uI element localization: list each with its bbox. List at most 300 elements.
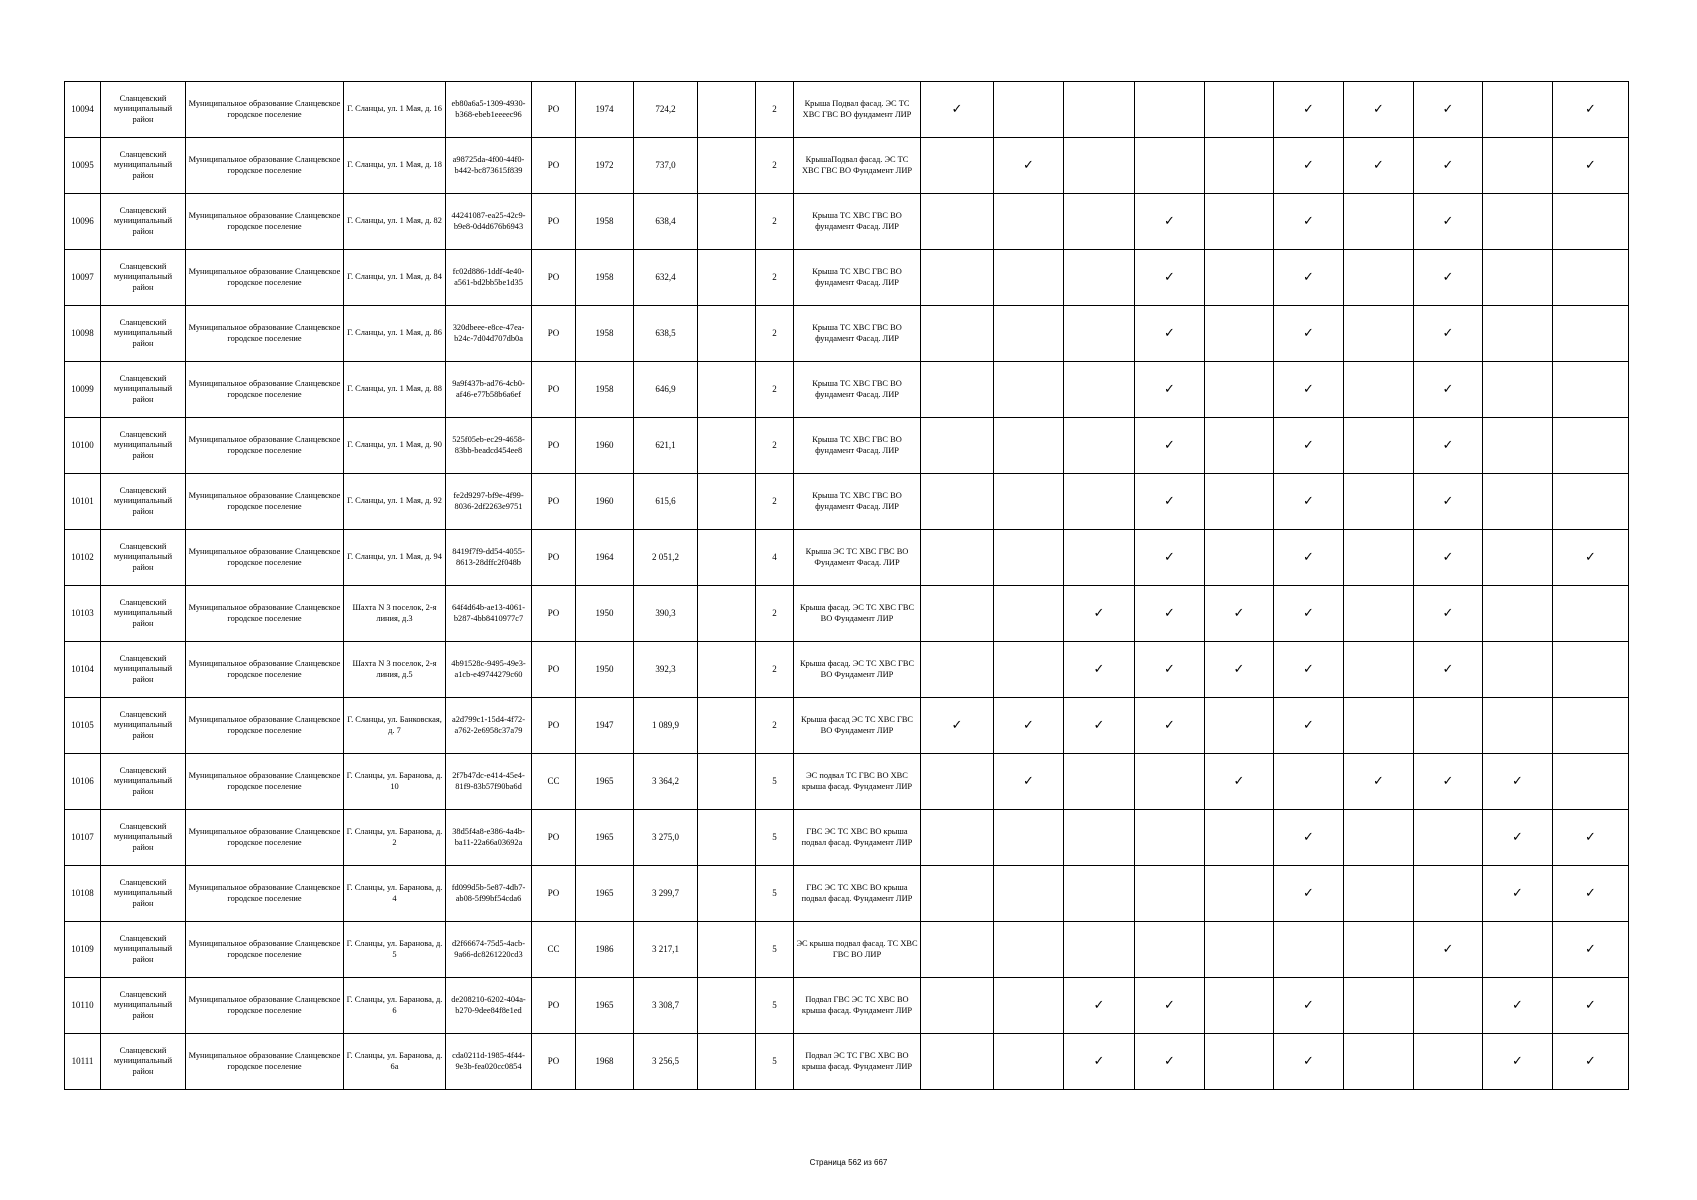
check-mark-icon: ✓: [1414, 586, 1483, 642]
district-cell: Сланцевский муниципальный район: [101, 306, 186, 362]
guid-cell: 38d5f4a8-e386-4a4b-ba11-22a66a03692a: [446, 810, 532, 866]
check-mark-icon: ✓: [1414, 362, 1483, 418]
works-cell: Подвал ЭС ТС ГВС ХВС ВО крыша фасад. Фундамент ЛИР: [794, 1034, 921, 1090]
check-mark-icon: ✓: [1274, 530, 1344, 586]
guid-cell: 525f05eb-ec29-4658-83bb-beadcd454ee8: [446, 418, 532, 474]
municipality-cell: Муниципальное образование Сланцевское городское поселение: [186, 978, 344, 1034]
area-cell: 3 256,5: [634, 1034, 698, 1090]
empty-check-cell: [994, 250, 1064, 306]
id-cell: 10105: [65, 698, 101, 754]
empty-check-cell: [1483, 642, 1553, 698]
empty-check-cell: [1553, 250, 1629, 306]
check-mark-icon: ✓: [1553, 82, 1629, 138]
district-cell: Сланцевский муниципальный район: [101, 194, 186, 250]
check-mark-icon: ✓: [1553, 530, 1629, 586]
check-mark-icon: ✓: [1274, 250, 1344, 306]
empty-check-cell: [1553, 194, 1629, 250]
district-cell: Сланцевский муниципальный район: [101, 978, 186, 1034]
check-mark-icon: ✓: [1414, 82, 1483, 138]
year-cell: 1965: [576, 810, 634, 866]
area-cell: 646,9: [634, 362, 698, 418]
floors-cell: 5: [756, 922, 794, 978]
check-mark-icon: ✓: [1483, 978, 1553, 1034]
check-mark-icon: ✓: [921, 82, 994, 138]
type-cell: РО: [532, 810, 576, 866]
check-mark-icon: ✓: [1135, 530, 1205, 586]
id-cell: 10111: [65, 1034, 101, 1090]
works-cell: Подвал ГВС ЭС ТС ХВС ВО крыша фасад. Фундамент ЛИР: [794, 978, 921, 1034]
empty-check-cell: [1135, 922, 1205, 978]
guid-cell: fc02d886-1ddf-4e40-a561-bd2bb5be1d35: [446, 250, 532, 306]
check-mark-icon: ✓: [1274, 138, 1344, 194]
year-cell: 1950: [576, 586, 634, 642]
guid-cell: a98725da-4f00-44f0-b442-bc873615f839: [446, 138, 532, 194]
check-mark-icon: ✓: [1483, 810, 1553, 866]
check-mark-icon: ✓: [1064, 978, 1135, 1034]
area-cell: 392,3: [634, 642, 698, 698]
address-cell: Г. Сланцы, ул. 1 Мая, д. 92: [344, 474, 446, 530]
check-mark-icon: ✓: [994, 754, 1064, 810]
works-cell: ГВС ЭС ТС ХВС ВО крыша подвал фасад. Фундамент ЛИР: [794, 810, 921, 866]
blank-cell: [698, 1034, 756, 1090]
area-cell: 1 089,9: [634, 698, 698, 754]
id-cell: 10095: [65, 138, 101, 194]
table-row: [65, 586, 1629, 642]
check-mark-icon: ✓: [1414, 754, 1483, 810]
empty-check-cell: [1553, 418, 1629, 474]
table-row: [65, 866, 1629, 922]
check-mark-icon: ✓: [1274, 194, 1344, 250]
check-mark-icon: ✓: [1135, 306, 1205, 362]
blank-cell: [698, 418, 756, 474]
district-cell: Сланцевский муниципальный район: [101, 530, 186, 586]
table-row: [65, 754, 1629, 810]
district-cell: Сланцевский муниципальный район: [101, 698, 186, 754]
type-cell: РО: [532, 306, 576, 362]
district-cell: Сланцевский муниципальный район: [101, 866, 186, 922]
address-cell: Г. Сланцы, ул. 1 Мая, д. 90: [344, 418, 446, 474]
check-mark-icon: ✓: [1553, 1034, 1629, 1090]
empty-check-cell: [1135, 810, 1205, 866]
check-mark-icon: ✓: [1483, 754, 1553, 810]
table-row: [65, 82, 1629, 138]
table-row: [65, 138, 1629, 194]
empty-check-cell: [921, 138, 994, 194]
empty-check-cell: [1205, 810, 1274, 866]
check-mark-icon: ✓: [1274, 418, 1344, 474]
empty-check-cell: [994, 866, 1064, 922]
check-mark-icon: ✓: [1274, 306, 1344, 362]
district-cell: Сланцевский муниципальный район: [101, 642, 186, 698]
municipality-cell: Муниципальное образование Сланцевское городское поселение: [186, 306, 344, 362]
type-cell: РО: [532, 474, 576, 530]
guid-cell: a2d799c1-15d4-4f72-a762-2e6958c37a79: [446, 698, 532, 754]
empty-check-cell: [1205, 530, 1274, 586]
empty-check-cell: [1483, 194, 1553, 250]
empty-check-cell: [1414, 866, 1483, 922]
table-row: [65, 474, 1629, 530]
check-mark-icon: ✓: [1483, 866, 1553, 922]
empty-check-cell: [1344, 810, 1414, 866]
address-cell: Г. Сланцы, ул. 1 Мая, д. 18: [344, 138, 446, 194]
year-cell: 1965: [576, 754, 634, 810]
empty-check-cell: [1064, 866, 1135, 922]
check-mark-icon: ✓: [1414, 250, 1483, 306]
area-cell: 621,1: [634, 418, 698, 474]
empty-check-cell: [1205, 138, 1274, 194]
empty-check-cell: [994, 1034, 1064, 1090]
district-cell: Сланцевский муниципальный район: [101, 586, 186, 642]
empty-check-cell: [1483, 82, 1553, 138]
empty-check-cell: [1414, 810, 1483, 866]
municipality-cell: Муниципальное образование Сланцевское городское поселение: [186, 922, 344, 978]
blank-cell: [698, 194, 756, 250]
check-mark-icon: ✓: [1135, 586, 1205, 642]
empty-check-cell: [1553, 586, 1629, 642]
floors-cell: 2: [756, 586, 794, 642]
table-row: [65, 978, 1629, 1034]
type-cell: РО: [532, 194, 576, 250]
empty-check-cell: [994, 362, 1064, 418]
empty-check-cell: [1344, 418, 1414, 474]
guid-cell: 8419f7f9-dd54-4055-8613-28dffc2f048b: [446, 530, 532, 586]
empty-check-cell: [994, 810, 1064, 866]
check-mark-icon: ✓: [1344, 138, 1414, 194]
check-mark-icon: ✓: [1553, 922, 1629, 978]
id-cell: 10094: [65, 82, 101, 138]
check-mark-icon: ✓: [1274, 978, 1344, 1034]
id-cell: 10100: [65, 418, 101, 474]
blank-cell: [698, 250, 756, 306]
empty-check-cell: [1553, 306, 1629, 362]
works-cell: ГВС ЭС ТС ХВС ВО крыша подвал фасад. Фундамент ЛИР: [794, 866, 921, 922]
empty-check-cell: [1205, 306, 1274, 362]
empty-check-cell: [1064, 810, 1135, 866]
works-cell: Крыша Подвал фасад. ЭС ТС ХВС ГВС ВО фундамент ЛИР: [794, 82, 921, 138]
check-mark-icon: ✓: [1344, 82, 1414, 138]
check-mark-icon: ✓: [1135, 250, 1205, 306]
year-cell: 1947: [576, 698, 634, 754]
check-mark-icon: ✓: [1414, 418, 1483, 474]
empty-check-cell: [921, 530, 994, 586]
area-cell: 3 364,2: [634, 754, 698, 810]
empty-check-cell: [1483, 474, 1553, 530]
table-row: [65, 1034, 1629, 1090]
empty-check-cell: [994, 642, 1064, 698]
district-cell: Сланцевский муниципальный район: [101, 138, 186, 194]
table-row: [65, 194, 1629, 250]
type-cell: РО: [532, 418, 576, 474]
address-cell: Г. Сланцы, ул. Баранова, д. 4: [344, 866, 446, 922]
check-mark-icon: ✓: [1274, 586, 1344, 642]
empty-check-cell: [1344, 1034, 1414, 1090]
empty-check-cell: [1414, 978, 1483, 1034]
works-cell: ЭС крыша подвал фасад. ТС ХВС ГВС ВО ЛИР: [794, 922, 921, 978]
area-cell: 3 275,0: [634, 810, 698, 866]
check-mark-icon: ✓: [1414, 138, 1483, 194]
check-mark-icon: ✓: [1064, 586, 1135, 642]
table-row: [65, 362, 1629, 418]
empty-check-cell: [1064, 250, 1135, 306]
address-cell: Шахта N 3 поселок, 2-я линия, д.3: [344, 586, 446, 642]
empty-check-cell: [921, 866, 994, 922]
check-mark-icon: ✓: [1553, 866, 1629, 922]
guid-cell: 4b91528c-9495-49e3-a1cb-e49744279c60: [446, 642, 532, 698]
housing-register-table: [64, 81, 1629, 1090]
year-cell: 1974: [576, 82, 634, 138]
table-row: [65, 306, 1629, 362]
municipality-cell: Муниципальное образование Сланцевское городское поселение: [186, 418, 344, 474]
guid-cell: 64f4d64b-ae13-4061-b287-4bb8410977c7: [446, 586, 532, 642]
guid-cell: d2f66674-75d5-4acb-9a66-dc8261220cd3: [446, 922, 532, 978]
empty-check-cell: [1344, 530, 1414, 586]
check-mark-icon: ✓: [1135, 642, 1205, 698]
empty-check-cell: [1274, 754, 1344, 810]
empty-check-cell: [1344, 362, 1414, 418]
empty-check-cell: [921, 922, 994, 978]
blank-cell: [698, 754, 756, 810]
empty-check-cell: [994, 306, 1064, 362]
address-cell: Г. Сланцы, ул. 1 Мая, д. 16: [344, 82, 446, 138]
check-mark-icon: ✓: [1274, 1034, 1344, 1090]
floors-cell: 2: [756, 698, 794, 754]
type-cell: СС: [532, 754, 576, 810]
address-cell: Г. Сланцы, ул. Баранова, д. 5: [344, 922, 446, 978]
empty-check-cell: [1064, 474, 1135, 530]
check-mark-icon: ✓: [1274, 698, 1344, 754]
year-cell: 1958: [576, 250, 634, 306]
address-cell: Г. Сланцы, ул. 1 Мая, д. 84: [344, 250, 446, 306]
id-cell: 10106: [65, 754, 101, 810]
empty-check-cell: [1205, 698, 1274, 754]
municipality-cell: Муниципальное образование Сланцевское городское поселение: [186, 194, 344, 250]
area-cell: 638,5: [634, 306, 698, 362]
floors-cell: 2: [756, 250, 794, 306]
empty-check-cell: [921, 978, 994, 1034]
municipality-cell: Муниципальное образование Сланцевское городское поселение: [186, 250, 344, 306]
guid-cell: 9a9f437b-ad76-4cb0-af46-e77b58b6a6ef: [446, 362, 532, 418]
empty-check-cell: [1344, 866, 1414, 922]
check-mark-icon: ✓: [1135, 978, 1205, 1034]
municipality-cell: Муниципальное образование Сланцевское городское поселение: [186, 698, 344, 754]
address-cell: Г. Сланцы, ул. Баранова, д. 10: [344, 754, 446, 810]
empty-check-cell: [1205, 250, 1274, 306]
blank-cell: [698, 866, 756, 922]
guid-cell: cda0211d-1985-4f44-9e3b-fea020cc0854: [446, 1034, 532, 1090]
floors-cell: 5: [756, 978, 794, 1034]
check-mark-icon: ✓: [921, 698, 994, 754]
id-cell: 10109: [65, 922, 101, 978]
type-cell: РО: [532, 362, 576, 418]
empty-check-cell: [1064, 138, 1135, 194]
empty-check-cell: [1344, 642, 1414, 698]
type-cell: СС: [532, 922, 576, 978]
empty-check-cell: [1553, 362, 1629, 418]
type-cell: РО: [532, 978, 576, 1034]
municipality-cell: Муниципальное образование Сланцевское городское поселение: [186, 1034, 344, 1090]
type-cell: РО: [532, 642, 576, 698]
empty-check-cell: [921, 1034, 994, 1090]
year-cell: 1958: [576, 362, 634, 418]
empty-check-cell: [1483, 698, 1553, 754]
floors-cell: 2: [756, 642, 794, 698]
district-cell: Сланцевский муниципальный район: [101, 1034, 186, 1090]
blank-cell: [698, 810, 756, 866]
works-cell: Крыша фасад ЭС ТС ХВС ГВС ВО Фундамент ЛИР: [794, 698, 921, 754]
area-cell: 2 051,2: [634, 530, 698, 586]
type-cell: РО: [532, 138, 576, 194]
floors-cell: 2: [756, 82, 794, 138]
district-cell: Сланцевский муниципальный район: [101, 810, 186, 866]
id-cell: 10108: [65, 866, 101, 922]
works-cell: Крыша ТС ХВС ГВС ВО фундамент Фасад. ЛИР: [794, 418, 921, 474]
empty-check-cell: [1205, 1034, 1274, 1090]
check-mark-icon: ✓: [1414, 194, 1483, 250]
district-cell: Сланцевский муниципальный район: [101, 474, 186, 530]
year-cell: 1965: [576, 978, 634, 1034]
year-cell: 1986: [576, 922, 634, 978]
address-cell: Шахта N 3 поселок, 2-я линия, д.5: [344, 642, 446, 698]
empty-check-cell: [1064, 82, 1135, 138]
municipality-cell: Муниципальное образование Сланцевское городское поселение: [186, 474, 344, 530]
check-mark-icon: ✓: [1414, 642, 1483, 698]
works-cell: Крыша фасад. ЭС ТС ХВС ГВС ВО Фундамент ЛИР: [794, 642, 921, 698]
empty-check-cell: [1135, 866, 1205, 922]
area-cell: 3 308,7: [634, 978, 698, 1034]
check-mark-icon: ✓: [1064, 1034, 1135, 1090]
municipality-cell: Муниципальное образование Сланцевское городское поселение: [186, 810, 344, 866]
empty-check-cell: [921, 586, 994, 642]
area-cell: 3 217,1: [634, 922, 698, 978]
check-mark-icon: ✓: [1135, 1034, 1205, 1090]
empty-check-cell: [1205, 418, 1274, 474]
type-cell: РО: [532, 250, 576, 306]
works-cell: Крыша ТС ХВС ГВС ВО фундамент Фасад. ЛИР: [794, 250, 921, 306]
empty-check-cell: [1135, 82, 1205, 138]
check-mark-icon: ✓: [994, 698, 1064, 754]
district-cell: Сланцевский муниципальный район: [101, 362, 186, 418]
area-cell: 737,0: [634, 138, 698, 194]
blank-cell: [698, 362, 756, 418]
district-cell: Сланцевский муниципальный район: [101, 82, 186, 138]
check-mark-icon: ✓: [1135, 474, 1205, 530]
check-mark-icon: ✓: [1344, 754, 1414, 810]
check-mark-icon: ✓: [1205, 754, 1274, 810]
floors-cell: 2: [756, 418, 794, 474]
blank-cell: [698, 698, 756, 754]
check-mark-icon: ✓: [1553, 138, 1629, 194]
year-cell: 1960: [576, 474, 634, 530]
empty-check-cell: [1553, 642, 1629, 698]
empty-check-cell: [1483, 306, 1553, 362]
empty-check-cell: [994, 586, 1064, 642]
blank-cell: [698, 474, 756, 530]
empty-check-cell: [1344, 474, 1414, 530]
check-mark-icon: ✓: [1414, 530, 1483, 586]
check-mark-icon: ✓: [1274, 362, 1344, 418]
year-cell: 1968: [576, 1034, 634, 1090]
works-cell: Крыша ТС ХВС ГВС ВО фундамент Фасад. ЛИР: [794, 474, 921, 530]
guid-cell: de208210-6202-404a-b270-9dee84f8e1ed: [446, 978, 532, 1034]
empty-check-cell: [1414, 1034, 1483, 1090]
empty-check-cell: [1064, 922, 1135, 978]
empty-check-cell: [1553, 698, 1629, 754]
area-cell: 390,3: [634, 586, 698, 642]
empty-check-cell: [1483, 922, 1553, 978]
empty-check-cell: [1344, 194, 1414, 250]
table-row: [65, 922, 1629, 978]
address-cell: Г. Сланцы, ул. Баранова, д. 2: [344, 810, 446, 866]
year-cell: 1950: [576, 642, 634, 698]
empty-check-cell: [1064, 306, 1135, 362]
works-cell: Крыша ТС ХВС ГВС ВО фундамент Фасад. ЛИР: [794, 194, 921, 250]
table-row: [65, 642, 1629, 698]
check-mark-icon: ✓: [1553, 810, 1629, 866]
year-cell: 1965: [576, 866, 634, 922]
empty-check-cell: [1205, 194, 1274, 250]
blank-cell: [698, 138, 756, 194]
guid-cell: fe2d9297-bf9e-4f99-8036-2df2263e9751: [446, 474, 532, 530]
district-cell: Сланцевский муниципальный район: [101, 754, 186, 810]
check-mark-icon: ✓: [1135, 698, 1205, 754]
empty-check-cell: [921, 642, 994, 698]
table-row: [65, 250, 1629, 306]
id-cell: 10102: [65, 530, 101, 586]
empty-check-cell: [1205, 978, 1274, 1034]
empty-check-cell: [1553, 474, 1629, 530]
empty-check-cell: [1205, 82, 1274, 138]
empty-check-cell: [921, 250, 994, 306]
empty-check-cell: [994, 194, 1064, 250]
empty-check-cell: [994, 978, 1064, 1034]
table-row: [65, 698, 1629, 754]
empty-check-cell: [1205, 922, 1274, 978]
address-cell: Г. Сланцы, ул. Баранова, д. 6а: [344, 1034, 446, 1090]
floors-cell: 2: [756, 194, 794, 250]
id-cell: 10104: [65, 642, 101, 698]
empty-check-cell: [1344, 698, 1414, 754]
empty-check-cell: [1344, 306, 1414, 362]
blank-cell: [698, 978, 756, 1034]
empty-check-cell: [994, 474, 1064, 530]
empty-check-cell: [1205, 866, 1274, 922]
area-cell: 638,4: [634, 194, 698, 250]
id-cell: 10096: [65, 194, 101, 250]
municipality-cell: Муниципальное образование Сланцевское городское поселение: [186, 866, 344, 922]
works-cell: КрышаПодвал фасад. ЭС ТС ХВС ГВС ВО Фундамент ЛИР: [794, 138, 921, 194]
municipality-cell: Муниципальное образование Сланцевское городское поселение: [186, 362, 344, 418]
empty-check-cell: [1483, 138, 1553, 194]
type-cell: РО: [532, 698, 576, 754]
check-mark-icon: ✓: [1414, 922, 1483, 978]
empty-check-cell: [1135, 138, 1205, 194]
check-mark-icon: ✓: [1414, 306, 1483, 362]
guid-cell: 2f7b47dc-e414-45e4-81f9-83b57f90ba6d: [446, 754, 532, 810]
check-mark-icon: ✓: [1483, 1034, 1553, 1090]
id-cell: 10101: [65, 474, 101, 530]
page-footer: Страница 562 из 667: [809, 1158, 888, 1167]
empty-check-cell: [1135, 754, 1205, 810]
address-cell: Г. Сланцы, ул. 1 Мая, д. 82: [344, 194, 446, 250]
table-row: [65, 530, 1629, 586]
floors-cell: 2: [756, 474, 794, 530]
address-cell: Г. Сланцы, ул. Баранова, д. 6: [344, 978, 446, 1034]
municipality-cell: Муниципальное образование Сланцевское городское поселение: [186, 82, 344, 138]
year-cell: 1958: [576, 306, 634, 362]
type-cell: РО: [532, 586, 576, 642]
floors-cell: 5: [756, 1034, 794, 1090]
empty-check-cell: [1064, 194, 1135, 250]
